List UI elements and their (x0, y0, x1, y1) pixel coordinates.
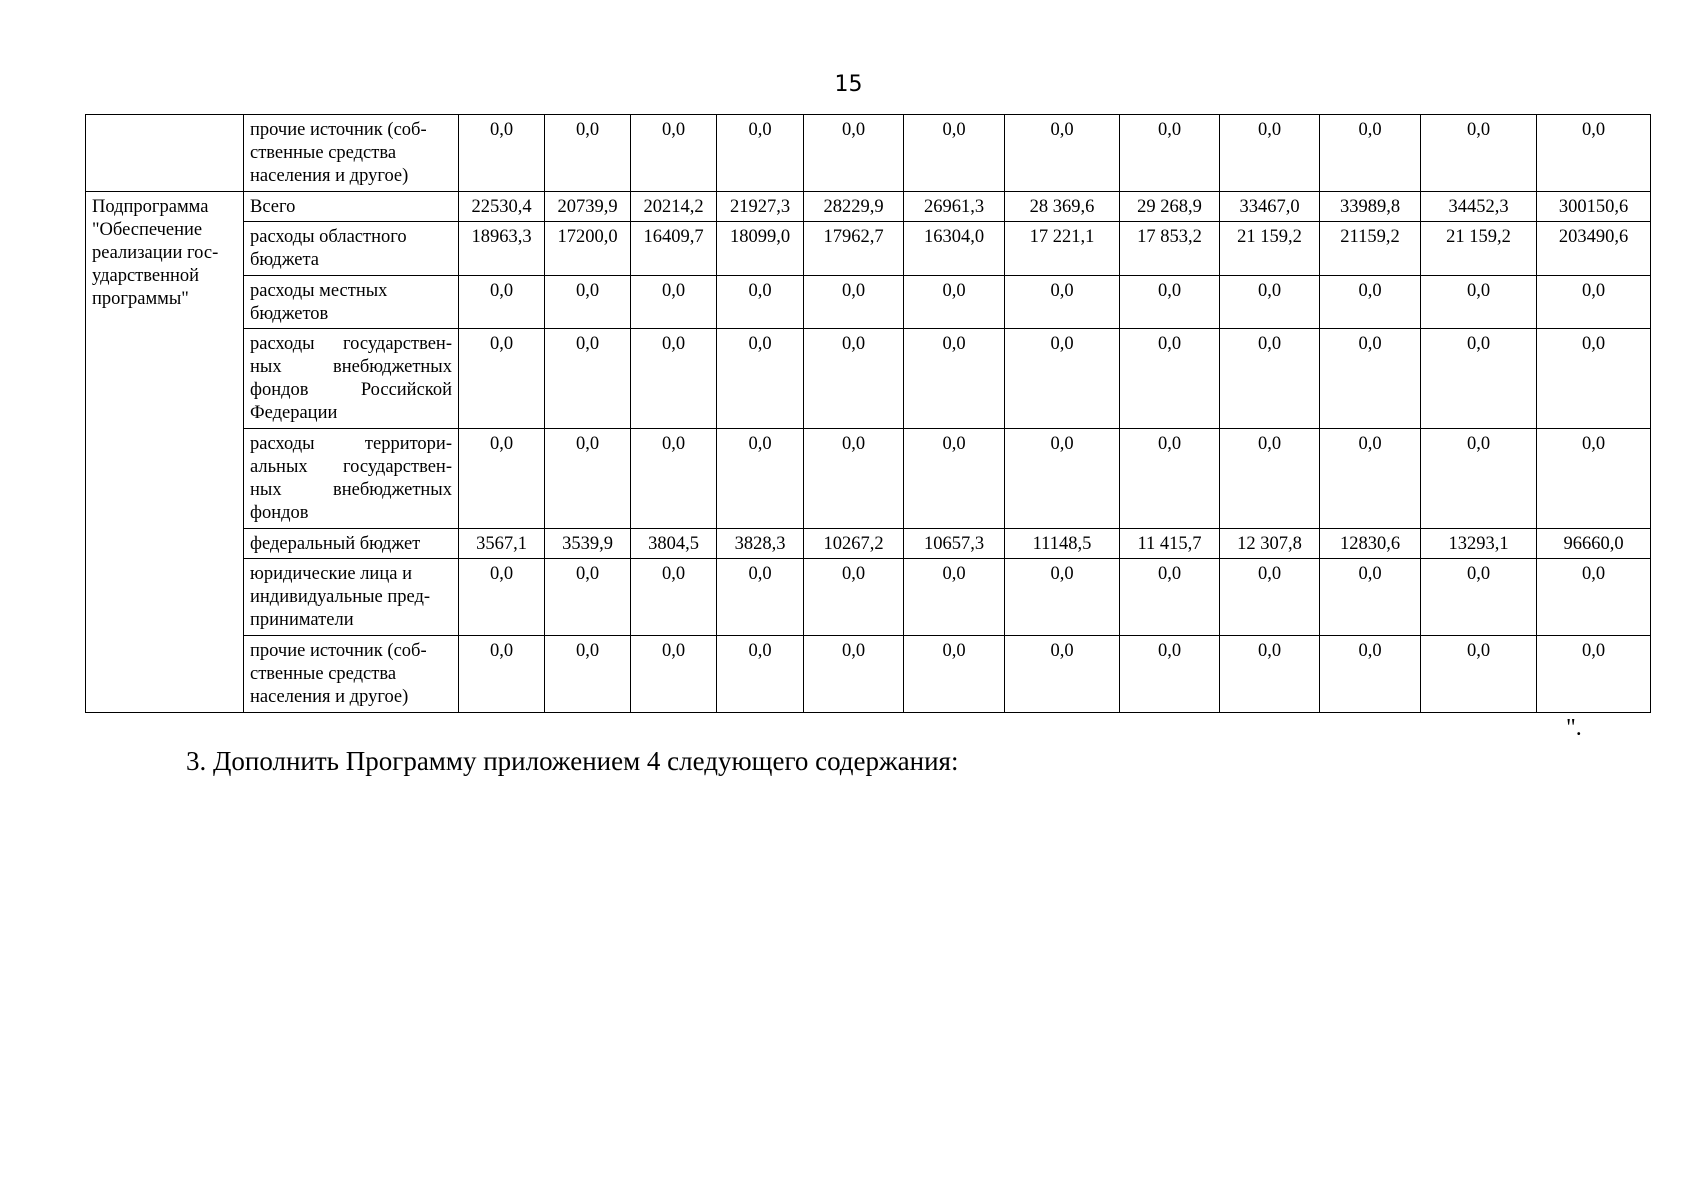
value-cell: 300150,6 (1537, 192, 1651, 222)
value-cell: 0,0 (545, 636, 631, 713)
value-cell: 0,0 (804, 276, 904, 329)
value-cell: 21927,3 (717, 192, 804, 222)
value-cell: 0,0 (904, 429, 1005, 529)
table-row (86, 329, 1651, 429)
value-cell: 0,0 (717, 636, 804, 713)
source-cell: расходы местных бюджетов (244, 276, 459, 329)
value-cell: 0,0 (1537, 636, 1651, 713)
value-cell: 0,0 (1120, 636, 1220, 713)
source-cell: расходы государствен-ных внебюджетных фондов Российской Федерации (244, 329, 459, 429)
value-cell: 0,0 (1220, 115, 1320, 192)
value-cell: 10657,3 (904, 529, 1005, 559)
budget-table (85, 114, 1651, 713)
value-cell: 0,0 (1220, 429, 1320, 529)
value-cell: 3828,3 (717, 529, 804, 559)
value-cell: 0,0 (717, 276, 804, 329)
value-cell: 0,0 (904, 276, 1005, 329)
value-cell: 12 307,8 (1220, 529, 1320, 559)
value-cell: 10267,2 (804, 529, 904, 559)
value-cell: 0,0 (459, 115, 545, 192)
value-cell: 0,0 (1320, 329, 1421, 429)
value-cell: 0,0 (804, 329, 904, 429)
source-cell: прочие источник (соб-ственные средства населения и другое) (244, 636, 459, 713)
value-cell: 0,0 (1120, 276, 1220, 329)
value-cell: 203490,6 (1537, 222, 1651, 276)
value-cell: 20214,2 (631, 192, 717, 222)
value-cell: 0,0 (1537, 329, 1651, 429)
value-cell: 0,0 (904, 559, 1005, 636)
value-cell: 0,0 (1537, 559, 1651, 636)
source-cell: юридические лица и индивидуальные пред-приниматели (244, 559, 459, 636)
value-cell: 12830,6 (1320, 529, 1421, 559)
value-cell: 0,0 (804, 115, 904, 192)
source-cell: расходы областного бюджета (244, 222, 459, 276)
value-cell: 29 268,9 (1120, 192, 1220, 222)
value-cell: 0,0 (1320, 115, 1421, 192)
value-cell: 17 853,2 (1120, 222, 1220, 276)
subprogram-cell: Подпрограмма "Обеспечение реализации гос-ударственной программы" (86, 192, 244, 713)
amendment-paragraph: 3. Дополнить Программу приложением 4 следующего содержания: (186, 746, 959, 776)
source-cell: расходы территори-альных государствен-ных внебюджетных фондов (244, 429, 459, 529)
value-cell: 21159,2 (1320, 222, 1421, 276)
value-cell: 0,0 (1421, 429, 1537, 529)
value-cell: 0,0 (631, 329, 717, 429)
source-cell: Всего (244, 192, 459, 222)
value-cell: 0,0 (1120, 115, 1220, 192)
value-cell: 28229,9 (804, 192, 904, 222)
value-cell: 3539,9 (545, 529, 631, 559)
table-row (86, 115, 1651, 192)
value-cell: 96660,0 (1537, 529, 1651, 559)
value-cell: 0,0 (1220, 276, 1320, 329)
value-cell: 0,0 (545, 329, 631, 429)
value-cell: 0,0 (631, 636, 717, 713)
value-cell: 0,0 (1421, 115, 1537, 192)
page-number: 15 (834, 72, 863, 97)
value-cell: 0,0 (1220, 559, 1320, 636)
value-cell: 18963,3 (459, 222, 545, 276)
value-cell: 0,0 (1537, 115, 1651, 192)
value-cell: 18099,0 (717, 222, 804, 276)
value-cell: 0,0 (1005, 429, 1120, 529)
table-row (86, 192, 1651, 222)
value-cell: 0,0 (631, 276, 717, 329)
value-cell: 0,0 (1220, 636, 1320, 713)
source-cell: прочие источник (соб-ственные средства населения и другое) (244, 115, 459, 192)
value-cell: 11148,5 (1005, 529, 1120, 559)
value-cell: 0,0 (459, 559, 545, 636)
value-cell: 0,0 (1421, 636, 1537, 713)
value-cell: 0,0 (904, 115, 1005, 192)
value-cell: 0,0 (459, 429, 545, 529)
value-cell: 0,0 (904, 636, 1005, 713)
value-cell: 0,0 (804, 559, 904, 636)
value-cell: 0,0 (1537, 276, 1651, 329)
value-cell: 0,0 (717, 559, 804, 636)
value-cell: 0,0 (717, 429, 804, 529)
value-cell: 0,0 (631, 429, 717, 529)
closing-quote: ". (1566, 715, 1582, 741)
value-cell: 0,0 (1320, 276, 1421, 329)
value-cell: 0,0 (1320, 429, 1421, 529)
value-cell: 0,0 (631, 559, 717, 636)
value-cell: 0,0 (545, 276, 631, 329)
value-cell: 17200,0 (545, 222, 631, 276)
table-row (86, 222, 1651, 276)
value-cell: 21 159,2 (1421, 222, 1537, 276)
value-cell: 0,0 (1120, 329, 1220, 429)
value-cell: 0,0 (631, 115, 717, 192)
table-row (86, 636, 1651, 713)
value-cell: 11 415,7 (1120, 529, 1220, 559)
value-cell: 33467,0 (1220, 192, 1320, 222)
value-cell: 17962,7 (804, 222, 904, 276)
value-cell: 3804,5 (631, 529, 717, 559)
value-cell: 0,0 (459, 276, 545, 329)
value-cell: 0,0 (1005, 559, 1120, 636)
table-row (86, 529, 1651, 559)
value-cell: 0,0 (1005, 115, 1120, 192)
value-cell: 16304,0 (904, 222, 1005, 276)
source-cell: федеральный бюджет (244, 529, 459, 559)
value-cell: 0,0 (1421, 329, 1537, 429)
value-cell: 0,0 (1537, 429, 1651, 529)
value-cell: 16409,7 (631, 222, 717, 276)
value-cell: 0,0 (1320, 559, 1421, 636)
value-cell: 0,0 (1005, 329, 1120, 429)
value-cell: 0,0 (545, 115, 631, 192)
value-cell: 13293,1 (1421, 529, 1537, 559)
value-cell: 0,0 (545, 429, 631, 529)
value-cell: 33989,8 (1320, 192, 1421, 222)
value-cell: 0,0 (1220, 329, 1320, 429)
value-cell: 0,0 (1005, 636, 1120, 713)
table-row (86, 559, 1651, 636)
value-cell: 0,0 (904, 329, 1005, 429)
value-cell: 0,0 (804, 429, 904, 529)
value-cell: 0,0 (1120, 429, 1220, 529)
value-cell: 0,0 (717, 329, 804, 429)
table-row (86, 276, 1651, 329)
value-cell: 17 221,1 (1005, 222, 1120, 276)
value-cell: 0,0 (1320, 636, 1421, 713)
value-cell: 0,0 (804, 636, 904, 713)
value-cell: 20739,9 (545, 192, 631, 222)
value-cell: 21 159,2 (1220, 222, 1320, 276)
value-cell: 0,0 (459, 329, 545, 429)
value-cell: 0,0 (459, 636, 545, 713)
value-cell: 0,0 (545, 559, 631, 636)
value-cell: 22530,4 (459, 192, 545, 222)
subprogram-cell (86, 115, 244, 192)
table-row (86, 429, 1651, 529)
value-cell: 3567,1 (459, 529, 545, 559)
value-cell: 0,0 (1120, 559, 1220, 636)
value-cell: 0,0 (1421, 559, 1537, 636)
value-cell: 0,0 (1005, 276, 1120, 329)
value-cell: 26961,3 (904, 192, 1005, 222)
value-cell: 0,0 (717, 115, 804, 192)
value-cell: 34452,3 (1421, 192, 1537, 222)
value-cell: 0,0 (1421, 276, 1537, 329)
value-cell: 28 369,6 (1005, 192, 1120, 222)
